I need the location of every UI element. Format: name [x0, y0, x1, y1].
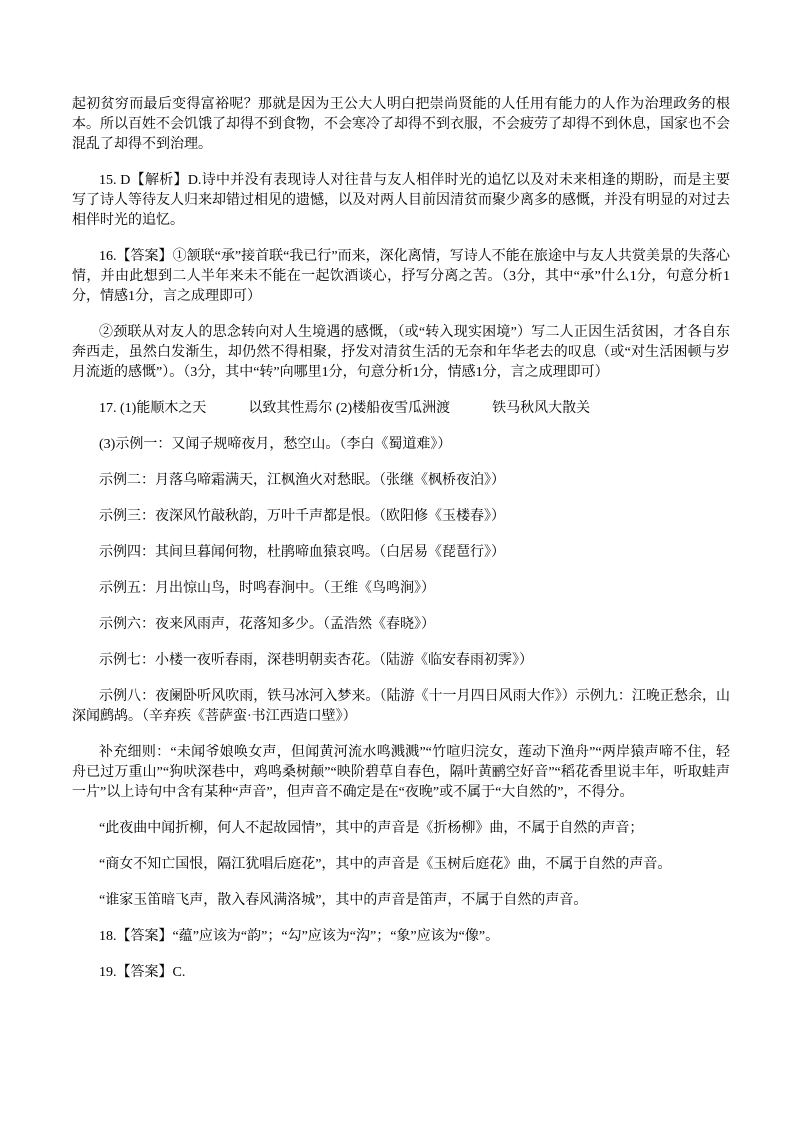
paragraph-answer-19: 19.【答案】C.	[99, 965, 186, 980]
paragraph-answer-16-part1: 16.【答案】①颔联“承”接首联“我已行”而来，深化离情，写诗人不能在旅途中与友人共赏美景的失落心情，并由此想到二人半年来未不能在一起饮酒谈心，抒写分离之苦。（3分，其中“承”什么1分，句意分析1分，情感1分，言之成理即可）	[72, 249, 730, 304]
paragraph-answer-16-part2: ②颈联从对友人的思念转向对人生境遇的感慨，（或“转入现实困境”）写二人正因生活贫困，才各自东奔西走，虽然白发渐生，却仍然不得相聚，抒发对清贫生活的无奈和年华老去的叹息（或“对生活困顿与岁月流逝的感慨”）。（3分，其中“转”向哪里1分，句意分析1分，情感1分，言之成理即可）	[72, 325, 730, 380]
paragraph-supplementary-rules: 补充细则：“未闻爷娘唤女声，但闻黄河流水鸣溅溅”“竹喧归浣女，莲动下渔舟”“两岸猿声啼不住，轻舟已过万重山”“狗吠深巷中，鸡鸣桑树颠”“映阶碧草自春色，隔叶黄鹂空好音”“稻花香里说丰年，听取蛙声一片”以上诗句中含有某种“声音”，但声音不确定是在“夜晚”或不属于“大自然的”，不得分。	[72, 745, 730, 800]
paragraph-answer-17-items-1-2: 17. (1)能顺木之天 以致其性焉尔 (2)楼船夜雪瓜洲渡 铁马秋风大散关	[99, 401, 591, 416]
paragraph-answer-15-analysis: 15. D【解析】D.诗中并没有表现诗人对往昔与友人相伴时光的追忆以及对未来相逢的期盼，而是主要写了诗人等待友人归来却错过相见的遗憾，以及对两人目前因清贫而聚少离多的感慨，并没有明显的对过去相伴时光的追忆。	[72, 173, 730, 228]
paragraph-example-6: 示例六：夜来风雨声，花落知多少。（孟浩然《春晓》）	[99, 617, 435, 632]
paragraph-example-3: 示例三：夜深风竹敲秋韵，万叶千声都是恨。（欧阳修《玉楼春》）	[99, 509, 505, 524]
paragraph-example-2: 示例二：月落乌啼霜满天，江枫渔火对愁眠。（张继《枫桥夜泊》）	[99, 473, 505, 488]
paragraph-answer-17-item3-example-1: (3)示例一：又闻子规啼夜月，愁空山。（李白《蜀道难》）	[99, 437, 452, 452]
paragraph-example-4: 示例四：其间旦暮闻何物，杜鹃啼血猿哀鸣。（白居易《琵琶行》）	[99, 545, 505, 560]
paragraph-quote-analysis-flute: “谁家玉笛暗飞声，散入春风满洛城”，其中的声音是笛声，不属于自然的声音。	[99, 893, 588, 908]
paragraph-quote-analysis-houtinghua: “商女不知亡国恨，隔江犹唱后庭花”，其中的声音是《玉树后庭花》曲，不属于自然的声音。	[99, 857, 672, 872]
paragraph-example-8-9: 示例八：夜阑卧听风吹雨，铁马冰河入梦来。（陆游《十一月四日风雨大作》）示例九：江晚正愁余，山深闻鹧鸪。（辛弃疾《菩萨蛮·书江西造口壁》）	[72, 689, 730, 724]
paragraph-answer-18: 18.【答案】“蕴”应该为“韵”；“勾”应该为“沟”；“象”应该为“像”。	[99, 929, 500, 944]
paragraph-example-7: 示例七：小楼一夜听春雨，深巷明朝卖杏花。（陆游《临安春雨初霁》）	[99, 653, 533, 668]
paragraph-quote-analysis-zheyangliu: “此夜曲中闻折柳，何人不起故园情”，其中的声音是《折杨柳》曲，不属于自然的声音；	[99, 821, 644, 836]
paragraph-example-5: 示例五：月出惊山鸟，时鸣春涧中。（王维《鸟鸣涧》）	[99, 581, 435, 596]
paragraph-translation-continuation: 起初贫穷而最后变得富裕呢？那就是因为王公大人明白把崇尚贤能的人任用有能力的人作为治理政务的根本。所以百姓不会饥饿了却得不到食物，不会寒冷了却得不到衣服，不会疲劳了却得不到休息，国家也不会混乱了却得不到治理。	[72, 97, 730, 152]
